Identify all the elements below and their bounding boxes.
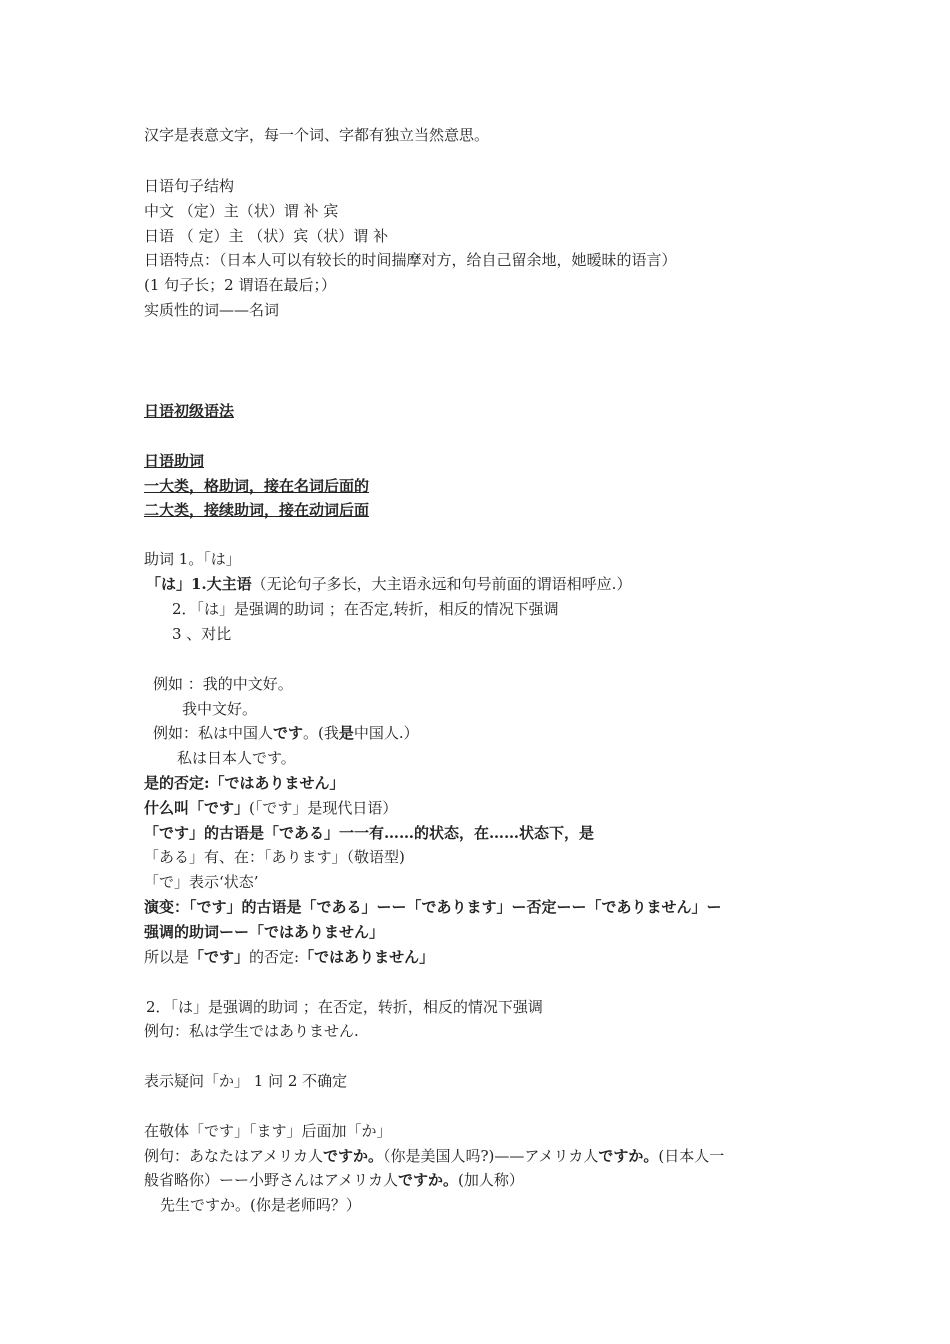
text: 3 、对比 — [172, 625, 232, 643]
text: 2．「は」是强调的助词 ；在否定,转折，相反的情况下强调 — [172, 600, 559, 618]
text: です — [273, 724, 304, 742]
text-line — [144, 798, 397, 818]
text-line — [144, 1071, 347, 1091]
text-line — [144, 1170, 524, 1190]
text: 般省略你）ーー小野さんはアメリカ人 — [144, 1171, 398, 1189]
text: 例如 ：我的中文好。 — [153, 675, 293, 693]
text-line — [153, 723, 419, 743]
text-line — [144, 275, 336, 295]
text-line — [146, 997, 543, 1017]
text: 「です」的古语是「である」一一有……的状态，在……状态下，是 — [144, 824, 595, 842]
text: 二大类，接续助词，接在动词后面 — [144, 501, 370, 519]
subheading — [144, 476, 369, 496]
text: 什么叫「です」 — [144, 799, 250, 817]
text-line — [153, 674, 293, 694]
text: 我中文好。 — [182, 700, 258, 718]
text-line — [144, 847, 405, 867]
text: 2．「は」是强调的助词 ；在否定，转折，相反的情况下强调 — [146, 998, 543, 1016]
text-line — [144, 549, 241, 569]
text: 的否定: — [249, 948, 300, 966]
text: 日语句子结构 — [144, 177, 235, 195]
text: (1 句子长；2 谓语在最后；） — [144, 276, 336, 294]
text-line — [144, 226, 388, 246]
text: 例句：あなたはアメリカ人 — [144, 1147, 323, 1165]
text: 强调的助词ーー「ではありません」 — [144, 923, 385, 941]
text: 「ではありません」 — [299, 948, 435, 966]
text: 实质性的词——名词 — [144, 301, 280, 319]
text: 「は」1.大主语 — [146, 575, 252, 593]
heading — [144, 401, 234, 421]
text: 日语 （ 定）主 （状）宾（状）谓 补 — [144, 227, 389, 245]
subheading — [144, 451, 204, 471]
text-line — [144, 1021, 359, 1041]
text: 中国人.） — [353, 724, 419, 742]
text: 「ある」有、在：「あります」（敬语型) — [144, 848, 405, 866]
text-line — [182, 699, 257, 719]
text: 一大类，格助词，接在名词后面的 — [144, 477, 370, 495]
text-line — [144, 897, 722, 917]
text: 所以是 — [144, 948, 190, 966]
text: 「です」 — [189, 948, 250, 966]
text-line — [172, 599, 559, 619]
text: 是的否定:「ではありません」 — [144, 774, 345, 792]
text: (加人称） — [457, 1171, 524, 1189]
text-line — [144, 823, 594, 843]
text-line — [146, 574, 631, 594]
text-line — [144, 300, 279, 320]
text: 日语特点：（日本人可以有较长的时间揣摩对方，给自己留余地，她暧昧的语言） — [144, 251, 677, 269]
text: 。(我 — [303, 724, 339, 742]
text: 私は日本人です。 — [177, 749, 296, 767]
text: ですか。 — [598, 1147, 659, 1165]
text: 助词 1。「は」 — [144, 550, 241, 568]
text-line — [144, 250, 677, 270]
text: 中文 （定）主（状）谓 补 宾 — [144, 202, 339, 220]
text: (日本人一 — [658, 1147, 725, 1165]
text: 先生ですか。(你是老师吗？） — [160, 1196, 361, 1214]
text: 是 — [338, 724, 354, 742]
text: （你是美国人吗?)——アメリカ人 — [382, 1147, 599, 1165]
text-line — [144, 176, 234, 196]
text: 汉字是表意文字，每一个词、字都有独立当然意思。 — [144, 126, 490, 144]
text: 例句：私は学生ではありません. — [144, 1022, 359, 1040]
text-line — [144, 773, 345, 793]
text-line — [144, 1121, 392, 1141]
text: ですか。 — [397, 1171, 458, 1189]
subheading — [144, 500, 369, 520]
text-line — [144, 201, 338, 221]
text: 在敬体「です」「ます」后面加「か」 — [144, 1122, 392, 1140]
text: ですか。 — [322, 1147, 383, 1165]
text: 演变：「です」的古语是「である」ーー「であります」ー否定ーー「でありません」ー — [144, 898, 722, 916]
text: 「で」表示‘状态’ — [144, 873, 259, 891]
text: (「です」是现代日语） — [249, 799, 398, 817]
text-line — [144, 947, 434, 967]
text-line — [144, 125, 489, 145]
text-line — [144, 872, 259, 892]
text-line — [160, 1195, 361, 1215]
text: 例如：私は中国人 — [153, 724, 274, 742]
text: 表示疑问「か」 1 问 2 不确定 — [144, 1072, 348, 1090]
text: （无论句子多长，大主语永远和句号前面的谓语相呼应.） — [251, 575, 632, 593]
text-line — [144, 922, 384, 942]
text: 日语初级语法 — [144, 402, 235, 420]
text: 日语助词 — [144, 452, 205, 470]
text-line — [177, 748, 296, 768]
text-line — [172, 624, 231, 644]
text-line — [144, 1146, 724, 1166]
